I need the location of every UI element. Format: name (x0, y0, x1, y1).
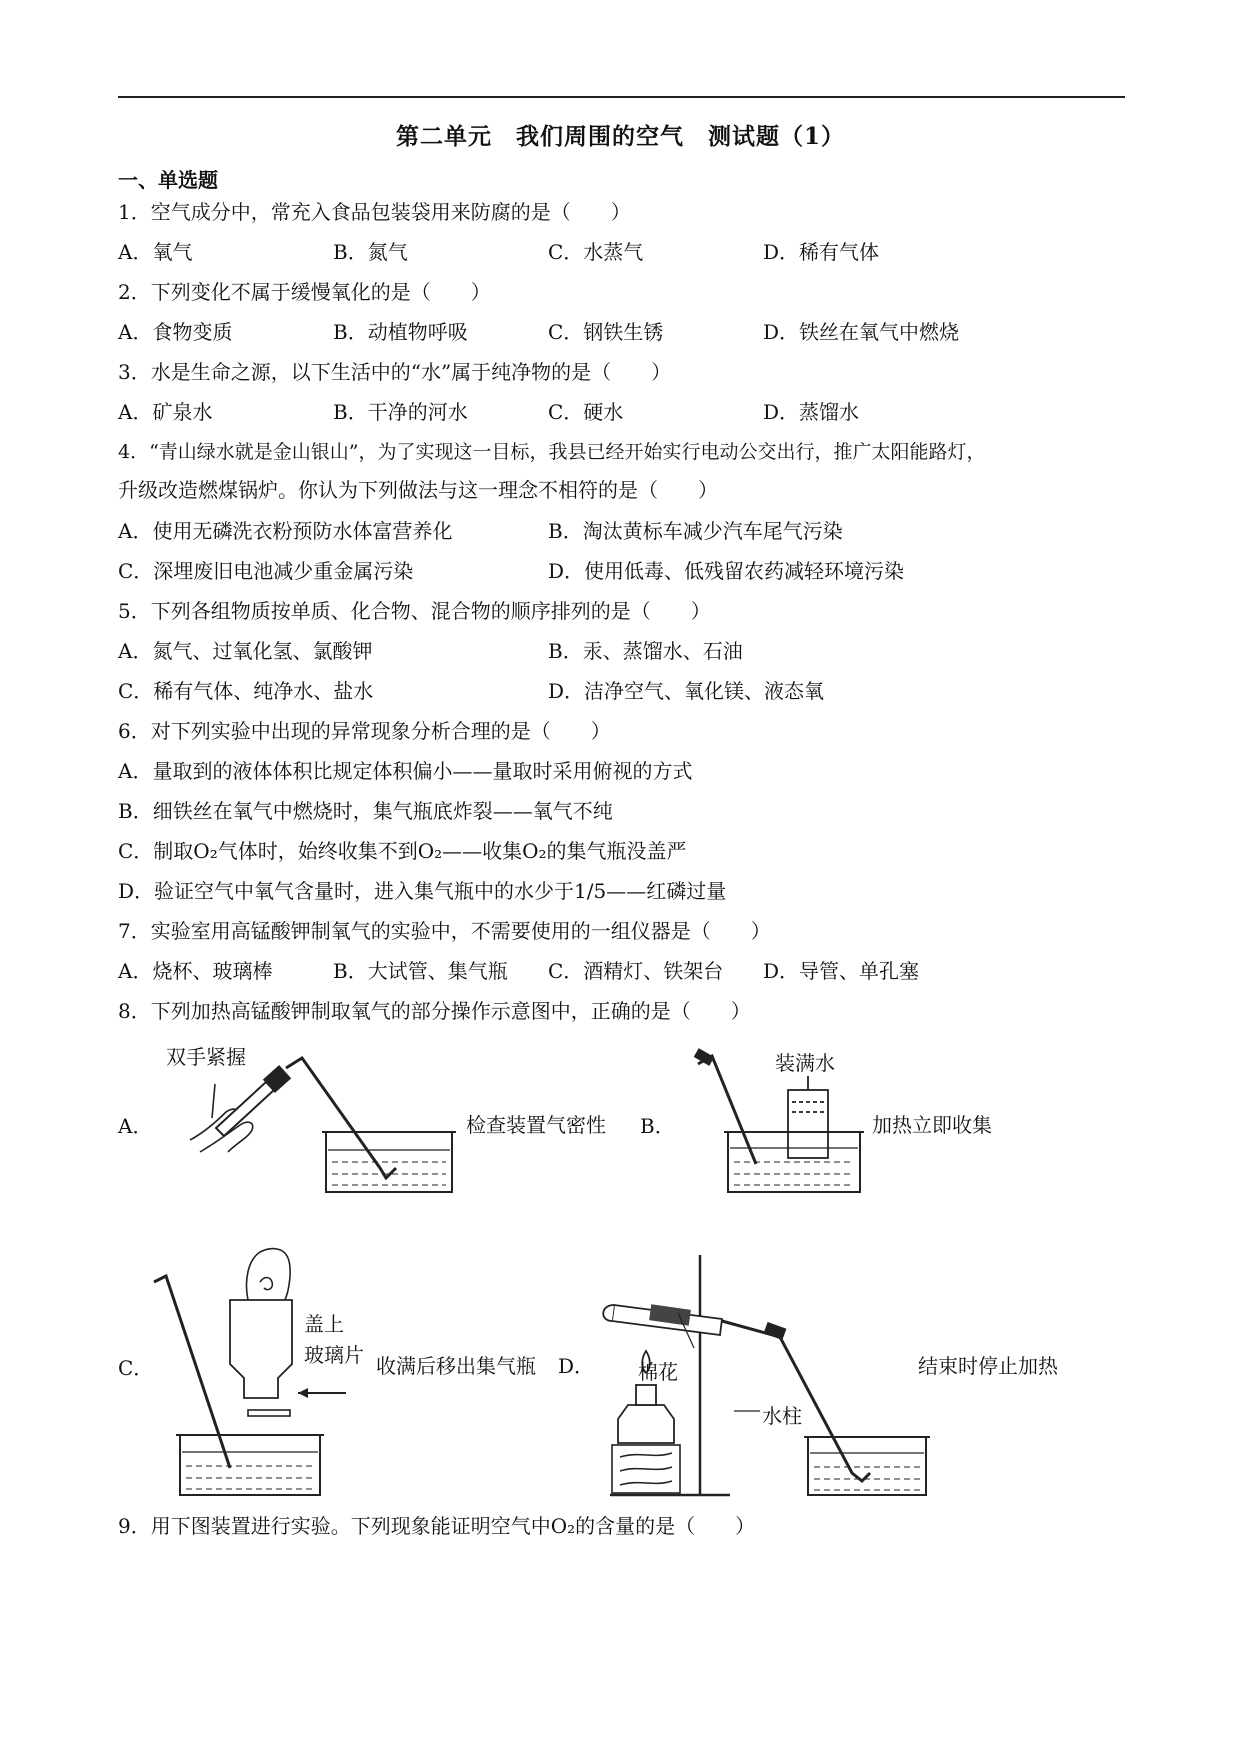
q1-option-d: D．稀有气体 (763, 240, 880, 264)
q6-option-a: A．量取到的液体体积比规定体积偏小——量取时采用俯视的方式 (118, 759, 693, 783)
q8-option-b-letter: B． (640, 1114, 675, 1138)
water-trough (176, 1435, 324, 1495)
q8-option-c-letter: C． (118, 1356, 154, 1380)
q5-option-c: C．稀有气体、纯净水、盐水 (118, 679, 374, 703)
q8-option-a-caption: 检查装置气密性 (466, 1113, 606, 1137)
hand-icon (247, 1249, 291, 1302)
fig-b-label: 装满水 (775, 1051, 835, 1075)
q3-option-c: C．硬水 (548, 400, 624, 424)
delivery-tube (722, 1321, 870, 1481)
fig-c-label-2: 玻璃片 (304, 1343, 364, 1367)
fig-a-label: 双手紧握 (166, 1045, 246, 1069)
question-1-stem: 1．空气成分中，常充入食品包装袋用来防腐的是（ ） (118, 200, 631, 224)
q8-option-a-letter: A． (118, 1114, 153, 1138)
q3-option-d: D．蒸馏水 (763, 400, 860, 424)
test-tube (216, 1082, 274, 1136)
delivery-tube (286, 1058, 396, 1178)
question-4-stem-line-1: 4．“青山绿水就是金山银山”，为了实现这一目标，我县已经开始实行电动公交出行，推广太阳能路灯， (118, 441, 986, 463)
q7-option-d: D．导管、单孔塞 (763, 959, 920, 983)
gas-jar (230, 1300, 292, 1398)
gas-jar (788, 1076, 828, 1158)
section-heading: 一、单选题 (118, 168, 218, 192)
q7-option-a: A．烧杯、玻璃棒 (118, 959, 273, 983)
q8-option-d-letter: D． (558, 1354, 595, 1378)
header-rule (118, 96, 1125, 98)
question-8-stem: 8．下列加热高锰酸钾制取氧气的部分操作示意图中，正确的是（ ） (118, 999, 751, 1023)
collect-immediately-figure (690, 1050, 870, 1200)
wood-block (612, 1445, 680, 1493)
tube-end-icon (694, 1048, 715, 1066)
question-6-stem: 6．对下列实验中出现的异常现象分析合理的是（ ） (118, 719, 611, 743)
question-2-stem: 2．下列变化不属于缓慢氧化的是（ ） (118, 280, 491, 304)
q8-option-b-caption: 加热立即收集 (872, 1113, 992, 1137)
q4-option-d: D．使用低毒、低残留农药减轻环境污染 (548, 559, 905, 583)
q8-option-c-caption: 收满后移出集气瓶 (376, 1354, 536, 1378)
q4-option-b: B．淘汰黄标车减少汽车尾气污染 (548, 519, 843, 543)
q3-option-a: A．矿泉水 (118, 400, 213, 424)
q6-option-b: B．细铁丝在氧气中燃烧时，集气瓶底炸裂——氧气不纯 (118, 799, 613, 823)
question-5-stem: 5．下列各组物质按单质、化合物、混合物的顺序排列的是（ ） (118, 599, 711, 623)
glass-plate (248, 1410, 290, 1416)
question-4-stem-line-2: 升级改造燃煤锅炉。你认为下列做法与这一理念不相符的是（ ） (118, 478, 718, 502)
q1-option-b: B．氮气 (333, 240, 408, 264)
q7-option-c: C．酒精灯、铁架台 (548, 959, 724, 983)
q1-option-a: A．氧气 (118, 240, 193, 264)
water-trough (804, 1437, 930, 1495)
q5-option-b: B．汞、蒸馏水、石油 (548, 639, 743, 663)
q5-option-d: D．洁净空气、氧化镁、液态氧 (548, 679, 825, 703)
stop-heating-figure (590, 1245, 930, 1500)
q4-option-a: A．使用无磷洗衣粉预防水体富营养化 (118, 519, 453, 543)
q6-option-d: D．验证空气中氧气含量时，进入集气瓶中的水少于1/5——红磷过量 (118, 879, 727, 903)
q2-option-d: D．铁丝在氧气中燃烧 (763, 320, 960, 344)
q3-option-b: B．干净的河水 (333, 400, 468, 424)
q6-option-c: C．制取O₂气体时，始终收集不到O₂——收集O₂的集气瓶没盖严 (118, 839, 687, 863)
q2-option-b: B．动植物呼吸 (333, 320, 468, 344)
fig-d-label-1: 棉花 (638, 1360, 678, 1384)
water-trough (322, 1132, 456, 1192)
q7-option-b: B．大试管、集气瓶 (333, 959, 508, 983)
airtight-check-figure (160, 1040, 470, 1200)
delivery-tube (154, 1276, 230, 1468)
question-3-stem: 3．水是生命之源，以下生活中的“水”属于纯净物的是（ ） (118, 360, 672, 384)
question-9-stem: 9．用下图装置进行实验。下列现象能证明空气中O₂的含量的是（ ） (118, 1514, 756, 1538)
q2-option-c: C．钢铁生锈 (548, 320, 664, 344)
question-7-stem: 7．实验室用高锰酸钾制氧气的实验中，不需要使用的一组仪器是（ ） (118, 919, 771, 943)
q8-option-d-caption: 结束时停止加热 (918, 1354, 1058, 1378)
q1-option-c: C．水蒸气 (548, 240, 644, 264)
fig-d-label-2: 水柱 (762, 1404, 802, 1428)
q5-option-a: A．氮气、过氧化氢、氯酸钾 (118, 639, 373, 663)
stopper-icon (764, 1322, 787, 1340)
page-title: 第二单元 我们周围的空气 测试题（1） (395, 123, 845, 150)
q2-option-a: A．食物变质 (118, 320, 233, 344)
fig-c-label-1: 盖上 (304, 1312, 344, 1336)
q4-option-c: C．深埋废旧电池减少重金属污染 (118, 559, 414, 583)
